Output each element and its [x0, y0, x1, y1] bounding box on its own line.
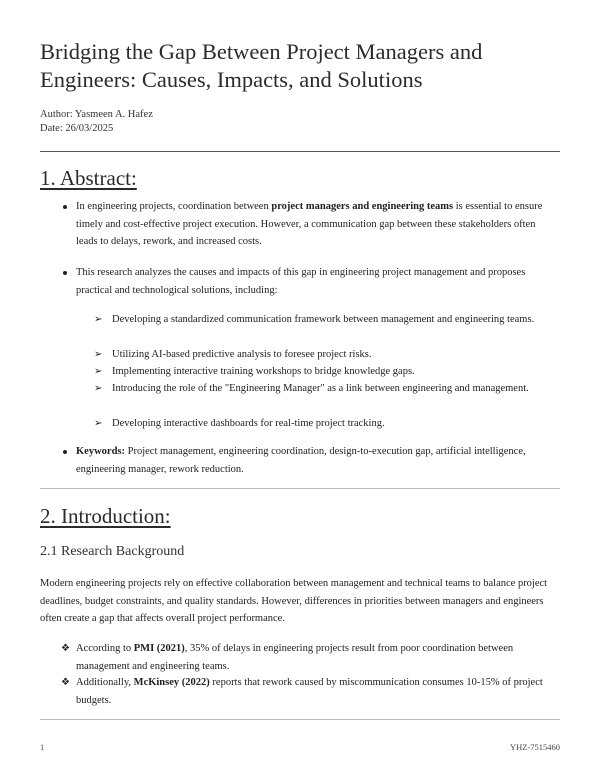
document-title: Bridging the Gap Between Project Managers and Engineers: Causes, Impacts, and Solutions [40, 39, 483, 92]
keywords-text: Project management, engineering coordination, design-to-execution gap, artificial intelligence, engineering manager, rework reduction. [76, 446, 526, 475]
section-divider [40, 488, 560, 489]
introduction-heading: 2. Introduction: [40, 504, 171, 528]
solution-item: ➢ Implementing interactive training workshops to bridge knowledge gaps. [112, 363, 554, 381]
arrow-bullet-icon: ➢ [94, 314, 103, 325]
statistic-item: ❖ Additionally, McKinsey (2022) reports that rework caused by miscommunication consumes 10-15% of project budgets. [76, 674, 554, 709]
page-number: 1 [40, 742, 45, 752]
citation: PMI (2021) [133, 643, 185, 654]
diamond-bullet-icon: ❖ [61, 643, 70, 654]
arrow-bullet-icon: ➢ [94, 366, 103, 377]
solution-item: ➢ Developing a standardized communication framework between management and engineering teams. [112, 311, 554, 329]
abstract-bullet-1: In engineering projects, coordination between project managers and engineering teams is essential to ensure timely and cost-effective project execution. However, a communication gap between these stakeholders often leads to delays, rework, and increased costs. [76, 198, 554, 251]
research-background-heading: 2.1 Research Background [40, 544, 185, 559]
document-meta [40, 108, 153, 136]
intro-paragraph: Modern engineering projects rely on effective collaboration between management and technical teams to balance project deadlines, budget constraints, and quality standards. However, differences in priorities between managers and engineers often create a gap that affects overall project performance. [40, 578, 548, 624]
arrow-bullet-icon: ➢ [94, 383, 103, 394]
bullet-dot [63, 271, 67, 275]
arrow-bullet-icon: ➢ [94, 349, 103, 360]
bullet-dot [63, 205, 67, 209]
solution-item: ➢ Introducing the role of the "Engineering Manager" as a link between engineering and management. [112, 380, 554, 398]
keywords-label: Keywords: [76, 446, 125, 457]
abstract-heading: 1. Abstract: [40, 166, 137, 190]
abstract-bullet-2: This research analyzes the causes and impacts of this gap in engineering project management and proposes practical and technological solutions, including: [76, 264, 554, 299]
citation: McKinsey (2022) [133, 677, 210, 688]
bold-phrase: project managers and engineering teams [271, 201, 454, 212]
document-code: YHZ-7515460 [509, 742, 560, 752]
arrow-bullet-icon: ➢ [94, 418, 103, 429]
diamond-bullet-icon: ❖ [61, 677, 70, 688]
solution-item: ➢ Developing interactive dashboards for real-time project tracking. [112, 415, 554, 433]
solution-item: ➢ Utilizing AI-based predictive analysis to foresee project risks. [112, 346, 554, 364]
date-line: Date: 26/03/2025 [40, 123, 114, 134]
author-line: Author: Yasmeen A. Hafez [40, 109, 153, 120]
section-divider [40, 719, 560, 720]
bullet-dot [63, 450, 67, 454]
statistic-item: ❖ According to PMI (2021), 35% of delays in engineering projects result from poor coordination between management and engineering teams. [76, 640, 554, 675]
title-divider [40, 151, 560, 152]
keywords-bullet [76, 443, 554, 478]
